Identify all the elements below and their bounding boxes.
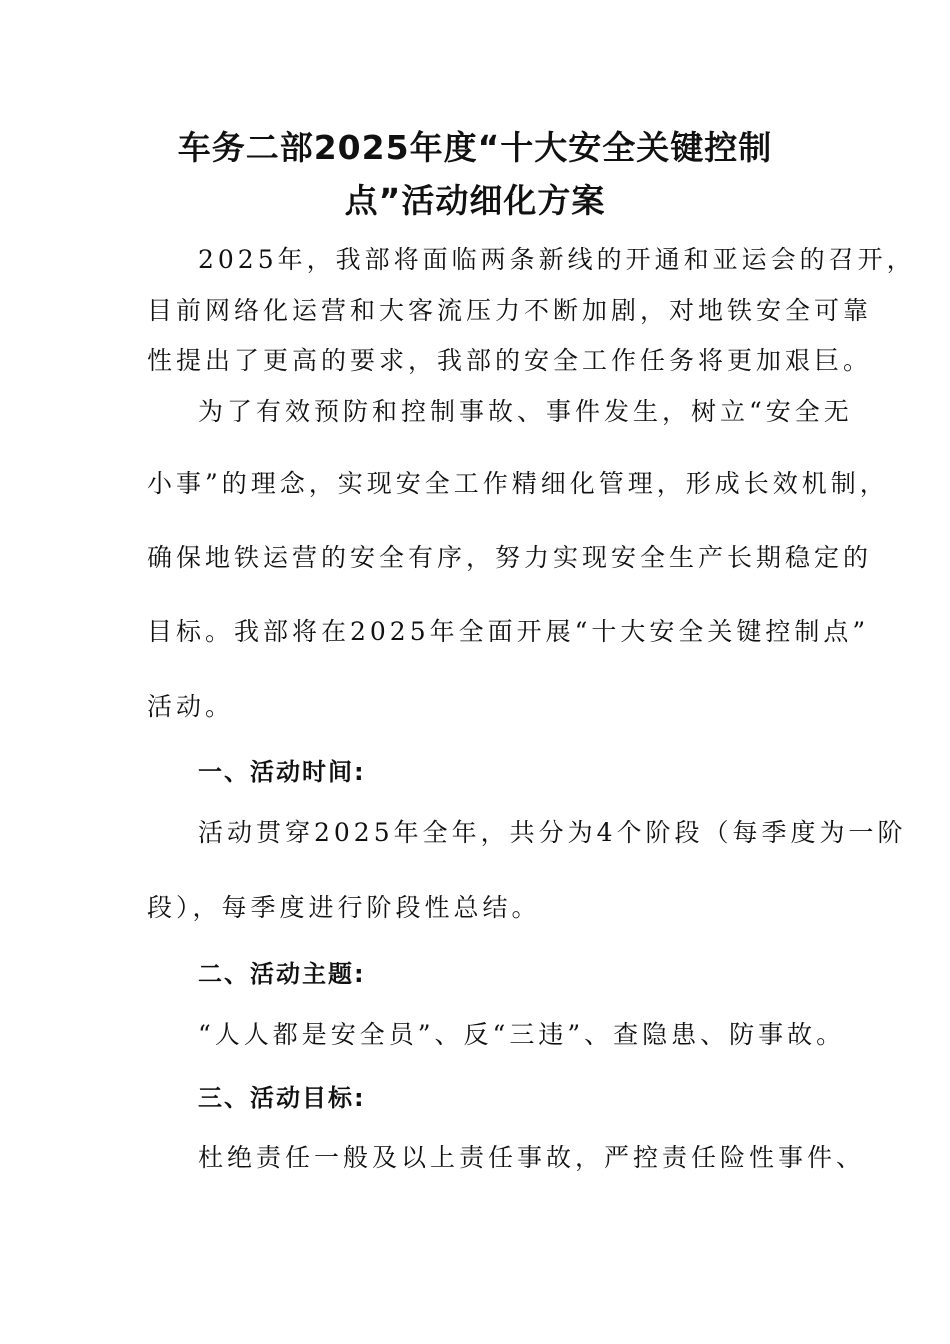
section-heading-theme: 二、活动主题: bbox=[198, 960, 366, 988]
intro-line-1: 2025年，我部将面临两条新线的开通和亚运会的召开， bbox=[198, 245, 916, 274]
purpose-line-2: 小事”的理念，实现安全工作精细化管理，形成长效机制， bbox=[147, 469, 889, 498]
section-heading-time: 一、活动时间: bbox=[198, 758, 366, 786]
purpose-line-1: 为了有效预防和控制事故、事件发生，树立“安全无 bbox=[198, 397, 853, 426]
section-theme-line-1: “人人都是安全员”、反“三违”、查隐患、防事故。 bbox=[198, 1020, 846, 1049]
section-time-line-2: 段），每季度进行阶段性总结。 bbox=[147, 893, 541, 922]
section-goal-line-1: 杜绝责任一般及以上责任事故，严控责任险性事件、 bbox=[198, 1143, 866, 1172]
purpose-line-3: 确保地铁运营的安全有序，努力实现安全生产长期稳定的 bbox=[147, 543, 873, 572]
section-heading-goal: 三、活动目标: bbox=[198, 1084, 366, 1112]
purpose-line-4: 目标。我部将在2025年全面开展“十大安全关键控制点” bbox=[147, 617, 870, 646]
intro-line-3: 性提出了更高的要求，我部的安全工作任务将更加艰巨。 bbox=[147, 346, 873, 375]
purpose-line-5: 活动。 bbox=[147, 692, 235, 721]
intro-line-2: 目前网络化运营和大客流压力不断加剧，对地铁安全可靠 bbox=[147, 296, 873, 325]
title-line-2: 点”活动细化方案 bbox=[344, 181, 606, 220]
section-time-line-1: 活动贯穿2025年全年，共分为4个阶段（每季度为一阶 bbox=[198, 818, 907, 847]
title-line-1: 车务二部2025年度“十大安全关键控制 bbox=[177, 128, 773, 167]
